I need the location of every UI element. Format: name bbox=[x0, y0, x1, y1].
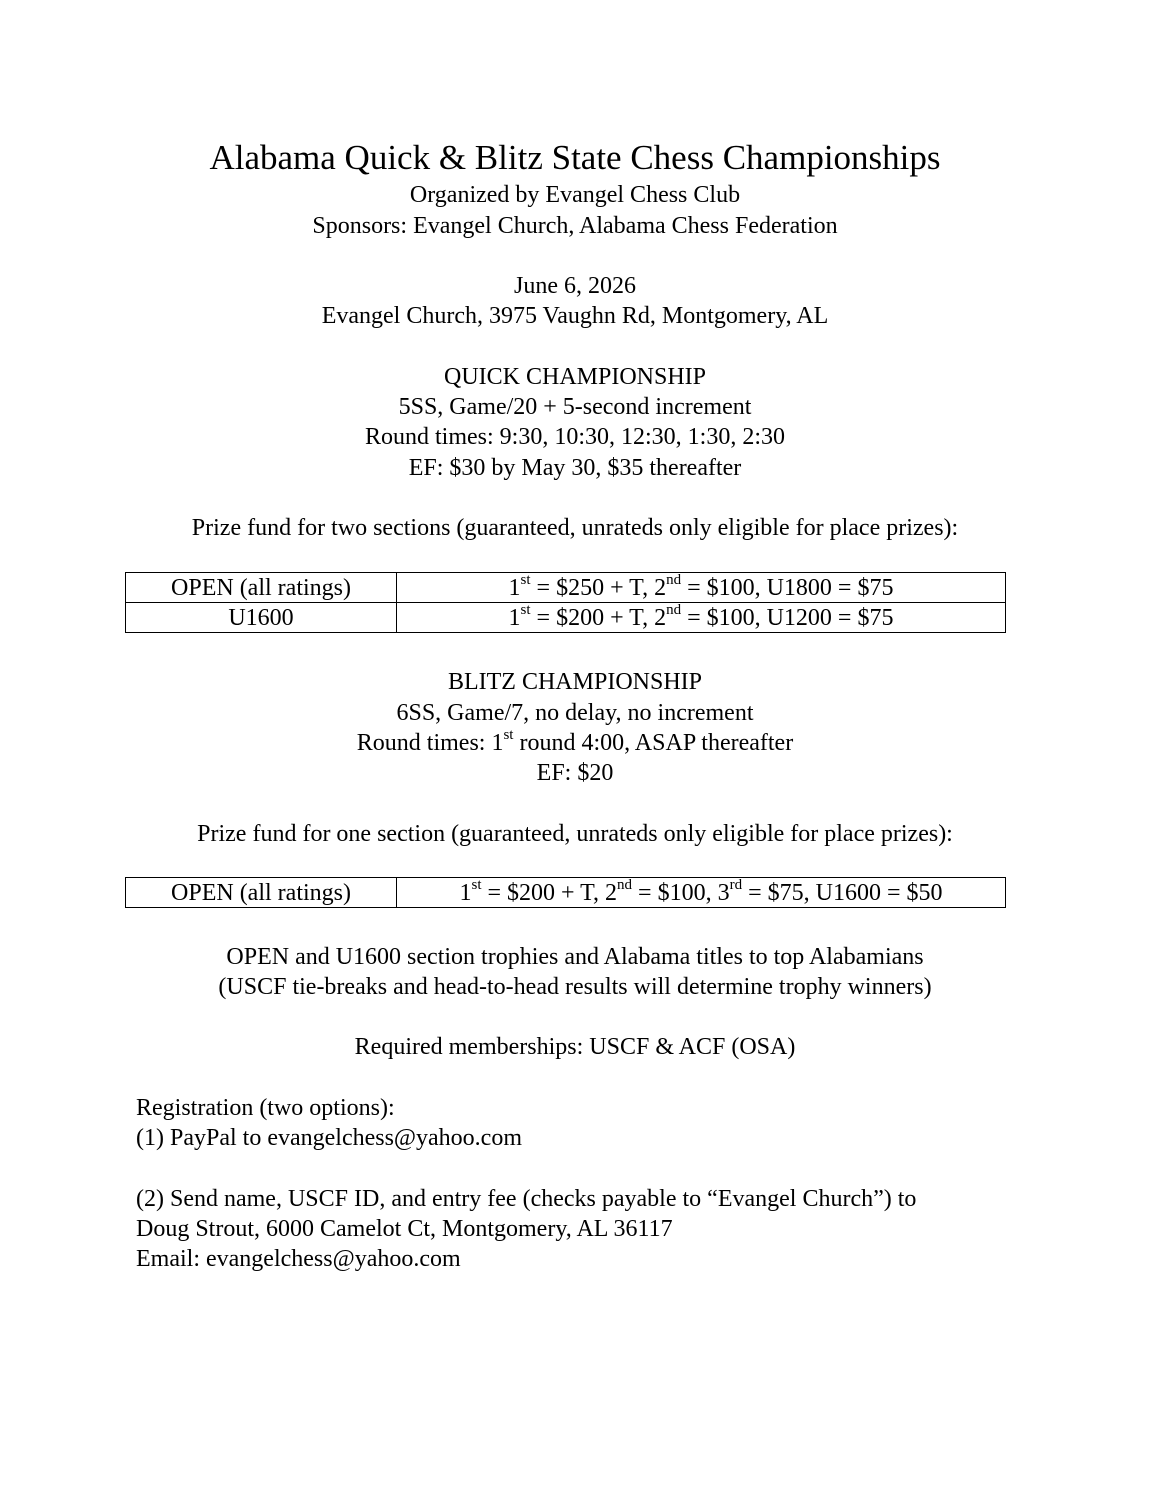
registration-address: Doug Strout, 6000 Camelot Ct, Montgomery, AL 36117 bbox=[136, 1216, 673, 1242]
section-name: OPEN (all ratings) bbox=[126, 573, 397, 603]
blitz-entry-fee: EF: $20 bbox=[536, 760, 614, 786]
prize-text: = $75, U1600 = $50 bbox=[742, 880, 943, 906]
page-title: Alabama Quick & Blitz State Chess Championships bbox=[209, 138, 941, 177]
registration-option-2: (2) Send name, USCF ID, and entry fee (checks payable to “Evangel Church”) to bbox=[136, 1186, 917, 1212]
memberships-line: Required memberships: USCF & ACF (OSA) bbox=[354, 1034, 796, 1060]
quick-format: 5SS, Game/20 + 5-second increment bbox=[398, 394, 752, 420]
prize-text: = $200 + T, 2 bbox=[530, 605, 667, 631]
ordinal: st bbox=[503, 727, 514, 743]
section-prizes: 1st = $200 + T, 2nd = $100, U1200 = $75 bbox=[397, 603, 1006, 633]
ordinal: nd bbox=[666, 602, 682, 618]
blitz-heading: BLITZ CHAMPIONSHIP bbox=[447, 669, 702, 695]
ordinal: nd bbox=[666, 572, 682, 588]
blitz-prize-table bbox=[125, 877, 1006, 908]
prize-text: = $100, 3 bbox=[632, 880, 730, 906]
round-times-text: round 4:00, ASAP thereafter bbox=[513, 730, 794, 756]
section-name: U1600 bbox=[126, 603, 397, 633]
section-prizes: 1st = $200 + T, 2nd = $100, 3rd = $75, U1600 = $50 bbox=[397, 878, 1006, 908]
blitz-format: 6SS, Game/7, no delay, no increment bbox=[396, 700, 754, 726]
ordinal: rd bbox=[729, 877, 743, 893]
blitz-prize-intro: Prize fund for one section (guaranteed, unrateds only eligible for place prizes): bbox=[197, 821, 953, 847]
quick-prize-intro: Prize fund for two sections (guaranteed, unrateds only eligible for place prizes): bbox=[191, 515, 959, 541]
table-row bbox=[126, 603, 1006, 633]
table-row bbox=[126, 573, 1006, 603]
round-times-text: Round times: 1 bbox=[356, 730, 504, 756]
table-row bbox=[126, 878, 1006, 908]
quick-entry-fee: EF: $30 by May 30, $35 thereafter bbox=[408, 455, 742, 481]
event-venue: Evangel Church, 3975 Vaughn Rd, Montgomery, AL bbox=[321, 303, 829, 329]
ordinal: st bbox=[520, 572, 531, 588]
registration-option-1: (1) PayPal to evangelchess@yahoo.com bbox=[136, 1125, 523, 1151]
section-prizes: 1st = $250 + T, 2nd = $100, U1800 = $75 bbox=[397, 573, 1006, 603]
ordinal: nd bbox=[617, 877, 633, 893]
quick-prize-table bbox=[125, 572, 1006, 633]
sponsors-line: Sponsors: Evangel Church, Alabama Chess Federation bbox=[312, 213, 838, 239]
trophies-line-2: (USCF tie-breaks and head-to-head results will determine trophy winners) bbox=[218, 974, 932, 1000]
prize-text: = $100, U1200 = $75 bbox=[681, 605, 894, 631]
event-date: June 6, 2026 bbox=[514, 273, 636, 299]
prize-text: = $100, U1800 = $75 bbox=[681, 575, 894, 601]
prize-text: = $200 + T, 2 bbox=[481, 880, 618, 906]
blitz-round-times bbox=[0, 728, 1150, 758]
ordinal: st bbox=[471, 877, 482, 893]
organizer-line: Organized by Evangel Chess Club bbox=[409, 182, 741, 208]
ordinal: st bbox=[520, 602, 531, 618]
prize-text: = $250 + T, 2 bbox=[530, 575, 667, 601]
quick-round-times: Round times: 9:30, 10:30, 12:30, 1:30, 2:30 bbox=[364, 424, 785, 450]
registration-email: Email: evangelchess@yahoo.com bbox=[136, 1246, 461, 1272]
trophies-line-1: OPEN and U1600 section trophies and Alabama titles to top Alabamians bbox=[226, 944, 924, 970]
quick-heading: QUICK CHAMPIONSHIP bbox=[443, 364, 707, 390]
registration-heading: Registration (two options): bbox=[136, 1095, 395, 1121]
section-name: OPEN (all ratings) bbox=[126, 878, 397, 908]
